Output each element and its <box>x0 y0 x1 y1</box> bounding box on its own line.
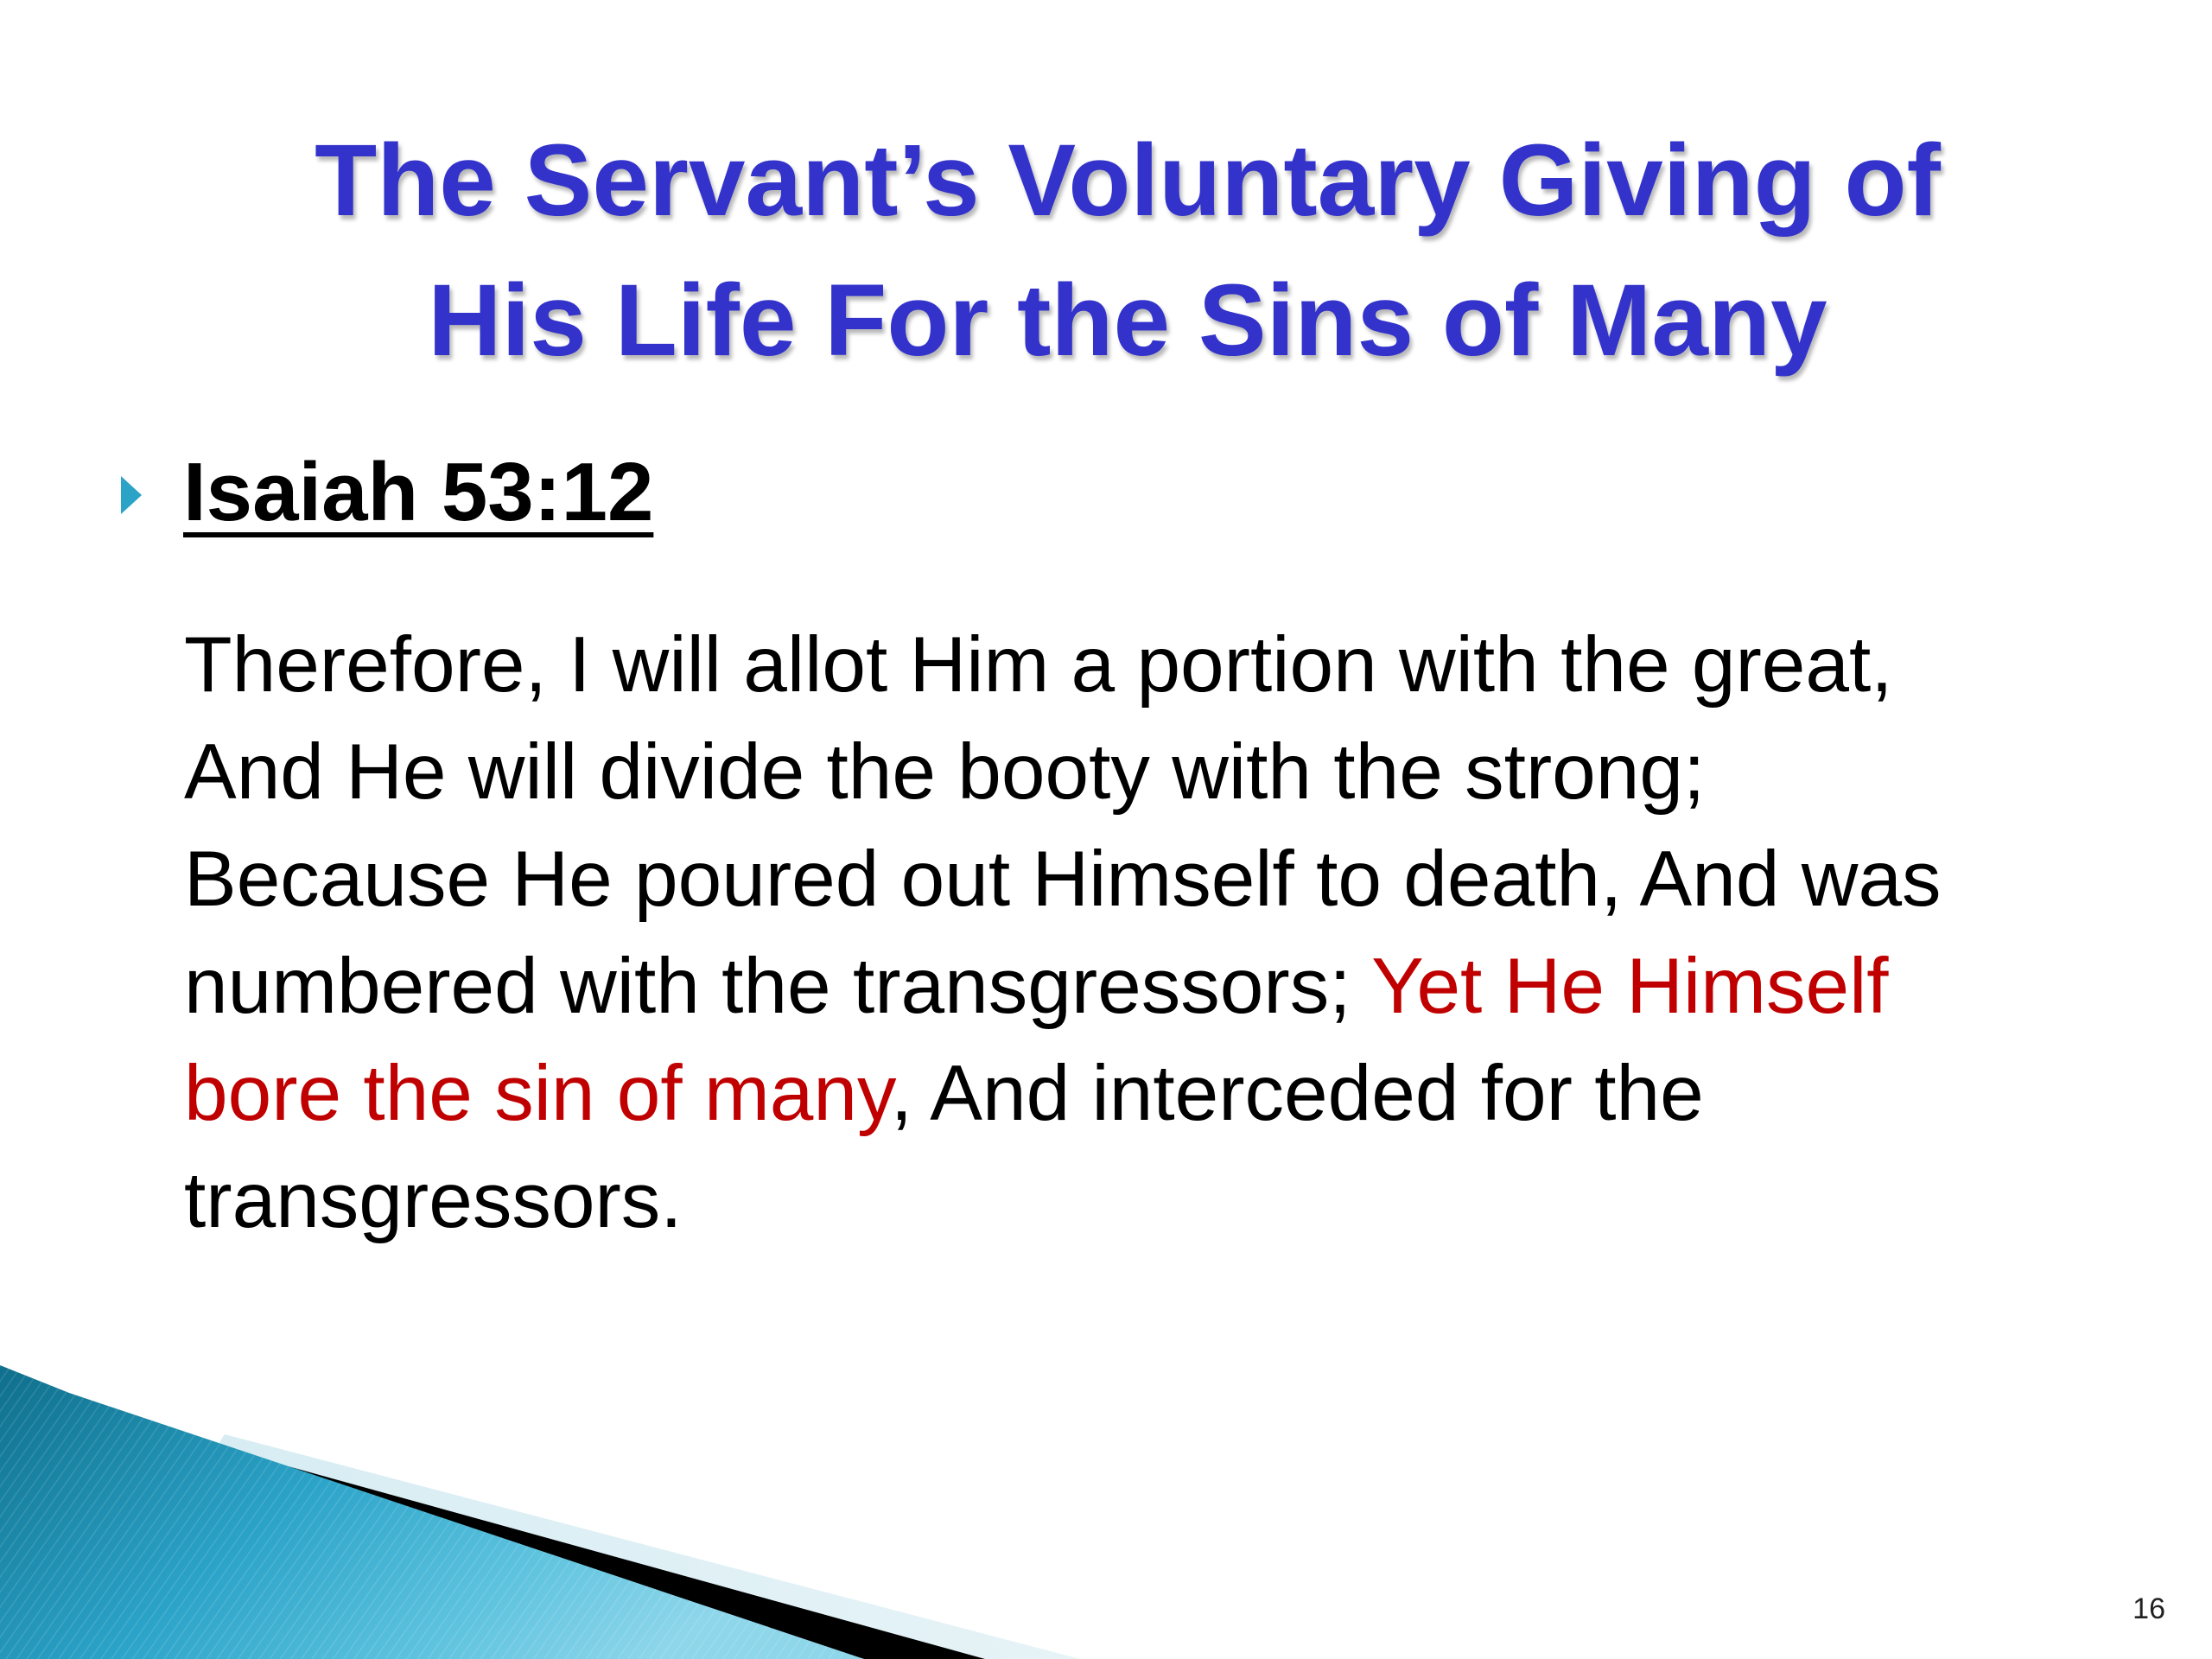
passage-text: numbered with the transgressors; <box>184 943 1372 1030</box>
passage-line-6: transgressors. <box>184 1157 683 1244</box>
title-line-2: His Life For the Sins of Many <box>428 264 1827 378</box>
passage-line-4 <box>184 933 2197 1040</box>
scripture-passage <box>184 612 2197 1255</box>
scripture-reference: Isaiah 53:12 <box>183 446 654 538</box>
passage-line-1: Therefore, I will allot Him a portion with the great, <box>184 621 1893 709</box>
page-number: 16 <box>2133 1592 2165 1625</box>
title-line-1: The Servant’s Voluntary Giving of <box>315 124 1941 238</box>
passage-line-5 <box>184 1040 2197 1147</box>
passage-text: , And interceded for the <box>890 1050 1704 1137</box>
passage-line-3: Because He poured out Himself to death, And was <box>184 836 1942 923</box>
passage-line-2: And He will divide the booty with the strong; <box>184 728 1706 816</box>
highlighted-text: bore the sin of many <box>184 1050 891 1137</box>
bullet-item <box>121 445 653 540</box>
triangle-right-icon <box>121 476 142 514</box>
highlighted-text: Yet He Himself <box>1371 943 1889 1030</box>
decorative-corner-graphic <box>0 1365 1080 1659</box>
slide-title <box>0 111 2212 391</box>
